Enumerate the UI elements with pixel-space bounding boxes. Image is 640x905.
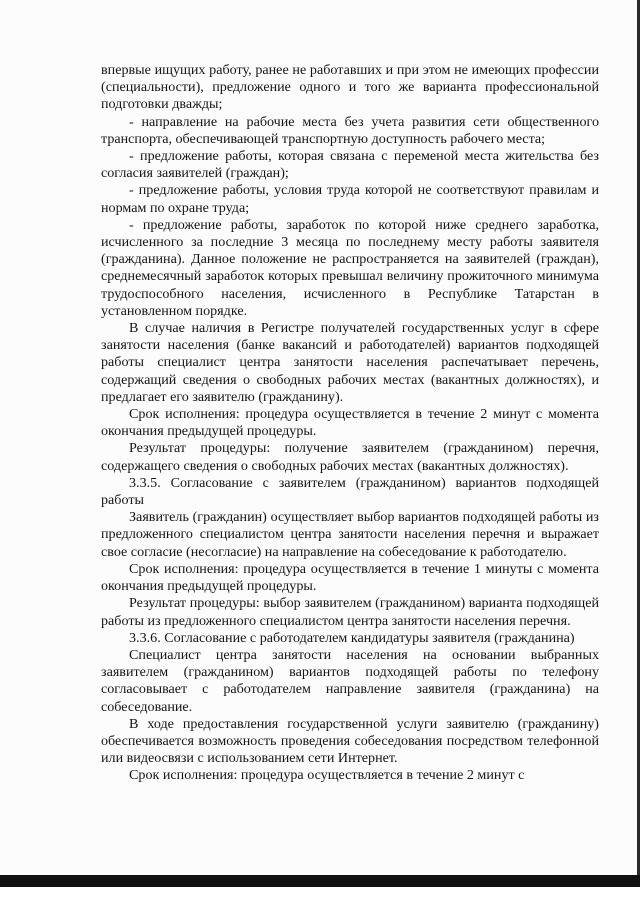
paragraph-deadline-3: Срок исполнения: процедура осуществляется в течение 2 минут с (129, 767, 525, 784)
document-body (101, 62, 599, 785)
section-heading-3-3-5: 3.3.5. Согласование с заявителем (гражданином) вариантов подходящей работы (101, 474, 599, 509)
paragraph-vacancy-register: В случае наличия в Регистре получателей государственных услуг в сфере занятости населения (банке вакансий и работодателей) вариантов подходящей работы специалист центра занятости населения распечатывает перечень, содержащий сведения о свободных рабочих местах (вакантных должностях), и предлагает его заявителю (гражданину). (101, 320, 599, 405)
paragraph-applicant-choice: Заявитель (гражданин) осуществляет выбор вариантов подходящей работы из предложенного специалистом центра занятости населения перечня и выражает свое согласие (несогласие) на направление на собеседование к работодателю. (101, 509, 599, 560)
paragraph-continuation: впервые ищущих работу, ранее не работавших и при этом не имеющих профессии (специальности), предложение одного и того же варианта профессиональной подготовки дважды; (101, 62, 599, 113)
paragraph-result-2: Результат процедуры: выбор заявителем (гражданином) варианта подходящей работы из предложенного специалистом центра занятости населения перечня. (101, 595, 599, 629)
paragraph-employer-agreement: Специалист центра занятости населения на основании выбранных заявителем (гражданином) вариантов подходящей работы по телефону согласовывает с работодателем направление заявителя (гражданина) на собеседование. (101, 646, 599, 715)
paragraph-remote-interview: В ходе предоставления государственной услуги заявителю (гражданину) обеспечивается возможность проведения собеседования посредством телефонной или видеосвязи с использованием сети Интернет. (101, 715, 599, 767)
paragraph-deadline-2: Срок исполнения: процедура осуществляется в течение 1 минуты с момента окончания предыдущей процедуры. (101, 560, 599, 595)
paragraph-deadline-1: Срок исполнения: процедура осуществляется в течение 2 минут с момента окончания предыдущей процедуры. (101, 406, 599, 440)
paragraph-list-item-salary: - предложение работы, заработок по которой ниже среднего заработка, исчисленного за последние 3 месяца по последнему месту работы заявителя (гражданина). Данное положение не распространяется на заявителей (граждан), среднемесячный заработок которых превышал величину прожиточного минимума трудоспособного населения, исчисленного в Республике Татарстан в установленном порядке. (101, 216, 599, 319)
paragraph-list-item-relocation: - предложение работы, которая связана с переменой места жительства без согласия заявителей (граждан); (101, 148, 599, 182)
scan-edge-bottom (0, 875, 640, 905)
paragraph-list-item-safety: - предложение работы, условия труда которой не соответствуют правилам и нормам по охране труда; (101, 182, 599, 216)
paragraph-result-1: Результат процедуры: получение заявителем (гражданином) перечня, содержащего сведения о свободных рабочих местах (вакантных должностях). (101, 440, 599, 474)
section-heading-3-3-6: 3.3.6. Согласование с работодателем кандидатуры заявителя (гражданина) (129, 629, 575, 646)
paragraph-list-item-transport: - направление на рабочие места без учета развития сети общественного транспорта, обеспечивающей транспортную доступность рабочего места; (101, 113, 599, 147)
